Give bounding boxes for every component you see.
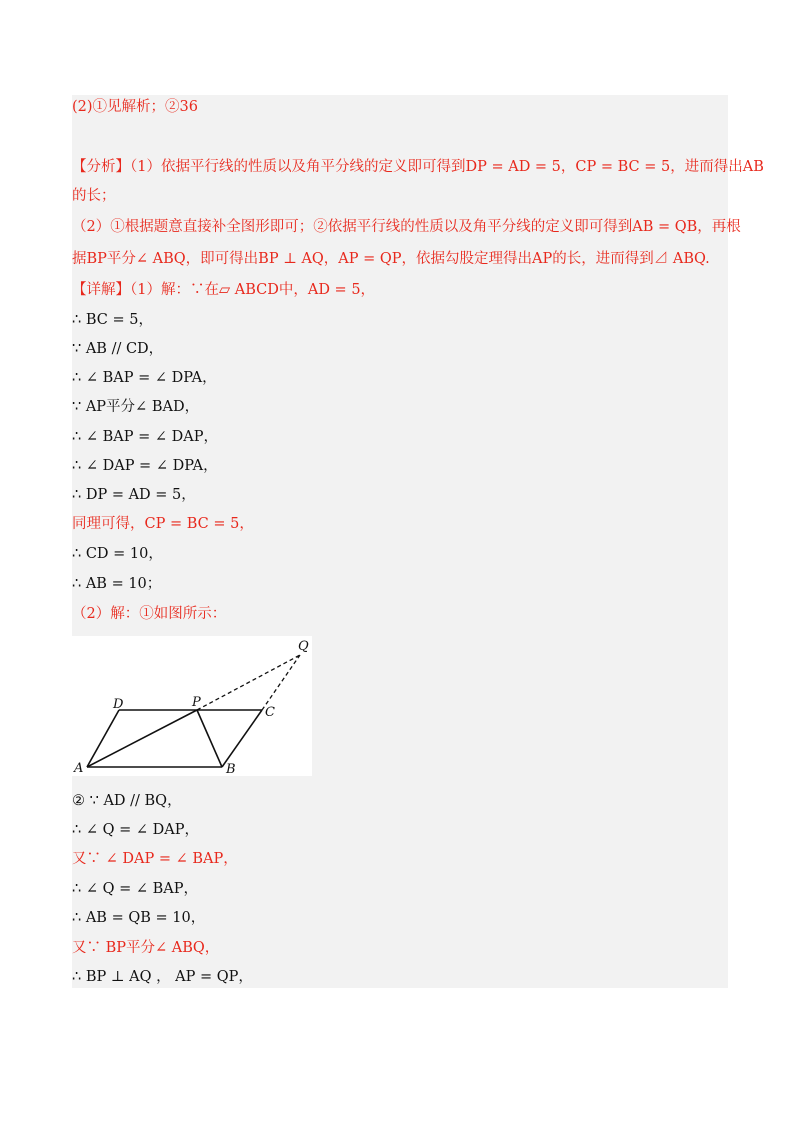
step-1-line: ∴ ∠ DAP = ∠ DPA，: [72, 458, 218, 474]
analysis-line-2: 的长；: [72, 188, 116, 204]
dashed-cq: [262, 655, 300, 710]
detail-heading: 【详解】（1）解：∵在▱ ABCD中，AD = 5，: [72, 282, 376, 298]
step-2-line: ② ∵ AD // BQ，: [72, 793, 182, 809]
step-1-line: ∴ ∠ BAP = ∠ DPA，: [72, 370, 217, 386]
step-1-line: ∴ ∠ BAP = ∠ DAP，: [72, 429, 218, 445]
part2-heading: （2）解：①如图所示：: [72, 606, 227, 622]
label-b: B: [226, 762, 236, 776]
step-1-line: ∴ CD = 10，: [72, 546, 163, 562]
step-1-line: ∵ AB // CD，: [72, 341, 164, 357]
label-c: C: [265, 705, 275, 720]
side-cb: [222, 710, 262, 767]
analysis-line-4: 据BP平分∠ ABQ，即可得出BP ⊥ AQ，AP = QP，依据勾股定理得出AP的长，进而得到⊿ ABQ.: [72, 251, 710, 267]
step-2-line: 又∵ ∠ DAP = ∠ BAP，: [72, 851, 238, 867]
step-1-line: ∵ AP平分∠ BAD，: [72, 399, 200, 415]
step-1-line: ∴ DP = AD = 5，: [72, 487, 196, 503]
step-2-line: ∴ ∠ Q = ∠ BAP，: [72, 881, 198, 897]
step-2-line: ∴ ∠ Q = ∠ DAP，: [72, 822, 199, 838]
geometry-diagram: [72, 636, 312, 776]
step-1-line: ∴ BC = 5，: [72, 312, 153, 328]
label-q: Q: [298, 639, 309, 654]
step-2-line: 又∵ BP平分∠ ABQ，: [72, 940, 220, 956]
analysis-line-3: （2）①根据题意直接补全图形即可；②依据平行线的性质以及角平分线的定义即可得到AB = QB，再根: [72, 219, 741, 235]
analysis-line-1: 【分析】（1）依据平行线的性质以及角平分线的定义即可得到DP = AD = 5，CP = BC = 5，进而得出AB: [72, 159, 764, 175]
step-2-line: ∴ AB = QB = 10，: [72, 910, 206, 926]
label-a: A: [74, 761, 84, 776]
dashed-pq: [197, 655, 300, 710]
answer-line: (2)①见解析；②36: [72, 99, 198, 115]
step-2-line: ∴ BP ⊥ AQ ， AP = QP，: [72, 969, 253, 985]
label-p: P: [192, 695, 201, 710]
step-1-line: ∴ AB = 10；: [72, 576, 162, 592]
segment-bp: [197, 710, 222, 767]
label-d: D: [113, 697, 124, 712]
step-1-line: 同理可得，CP = BC = 5，: [72, 516, 254, 532]
parallelogram-figure: [72, 636, 312, 776]
